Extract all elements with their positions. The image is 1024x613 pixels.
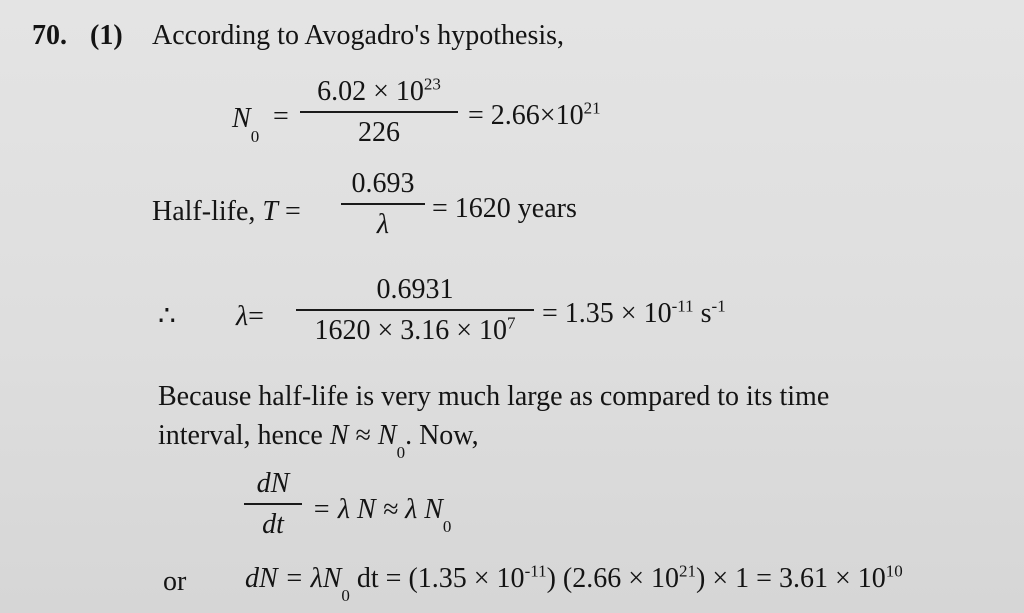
para-var-n: N <box>329 420 349 451</box>
eq5-part4-exp: 10 <box>885 561 903 581</box>
eq4-fraction <box>244 470 302 539</box>
eq2-fraction <box>341 170 425 239</box>
eq3-den-base: 1620 × 3.16 × 10 <box>314 315 508 346</box>
eq3-rhs-unit: s <box>693 298 712 329</box>
eq3-lhs <box>236 303 264 331</box>
eq2-numerator: 0.693 <box>351 168 415 199</box>
eq1-equals: = <box>273 101 289 132</box>
eq1-lhs-var: N <box>232 103 251 134</box>
para-var-n0: N <box>377 420 397 451</box>
eq1-denominator: 226 <box>358 117 400 148</box>
eq4-rhs <box>312 494 452 536</box>
eq4-denominator: dt <box>262 509 284 540</box>
eq2-rhs: = 1620 years <box>432 193 577 224</box>
eq5-part4: ) × 1 = 3.61 × 10 <box>696 563 886 594</box>
para-line2-pre: interval, hence <box>158 420 330 451</box>
eq1-num-exp: 23 <box>423 74 441 94</box>
eq1-rhs-exp: 21 <box>583 98 601 118</box>
eq5-part2-exp: -11 <box>524 561 547 581</box>
eq1-rhs-base: 2.66×10 <box>490 100 584 131</box>
paragraph-line-1: Because half-life is very much large as compared to its time <box>158 381 830 412</box>
answer-option: (1) <box>90 20 123 51</box>
eq4-fraction-bar <box>244 503 302 505</box>
para-sub-0: 0 <box>396 442 406 462</box>
eq3-fraction <box>296 276 534 345</box>
eq5-or: or <box>163 566 187 597</box>
eq4-numerator: dN <box>256 468 290 499</box>
eq2-fraction-bar <box>341 203 425 205</box>
therefore-symbol: ∴ <box>158 301 176 332</box>
eq1-lhs-sub: 0 <box>250 126 260 146</box>
eq1-rhs <box>468 98 601 131</box>
para-line2-post: . Now, <box>405 420 479 451</box>
eq3-rhs-base: = 1.35 × 10 <box>542 298 672 329</box>
eq3-rhs <box>542 296 726 329</box>
eq2-denominator: λ <box>376 209 390 240</box>
eq1-lhs <box>232 103 260 146</box>
eq2-equals: = <box>284 196 301 227</box>
eq3-rhs-exp: -11 <box>671 296 694 316</box>
eq3-den-exp: 7 <box>507 313 516 333</box>
eq1-fraction <box>300 74 458 148</box>
eq3-equals: = <box>248 301 264 332</box>
eq2-label-text: Half-life, <box>152 196 256 227</box>
eq5-part1: dN = λN <box>245 563 342 594</box>
problem-number: 70. <box>32 20 67 51</box>
eq4-rhs-text: = λ N ≈ λ N <box>312 494 443 525</box>
eq3-fraction-bar <box>296 309 534 311</box>
eq3-lhs-var: λ <box>236 301 249 332</box>
eq5-part2: dt = (1.35 × 10 <box>349 563 525 594</box>
para-approx: ≈ <box>348 420 378 451</box>
intro-text: According to Avogadro's hypothesis, <box>152 20 565 51</box>
eq5-part3-exp: 21 <box>679 561 697 581</box>
eq5-part3: ) (2.66 × 10 <box>546 563 680 594</box>
eq3-denominator <box>296 313 534 346</box>
paragraph-line-2 <box>158 420 479 462</box>
eq3-numerator: 0.6931 <box>376 274 454 305</box>
eq1-rhs-eq: = <box>468 100 484 131</box>
eq4-rhs-sub: 0 <box>442 516 452 536</box>
eq5-part1-sub: 0 <box>341 585 350 605</box>
eq3-rhs-unit-exp: -1 <box>711 296 726 316</box>
eq5-expression <box>245 561 903 605</box>
eq1-num-base: 6.02 × 10 <box>317 76 424 107</box>
eq2-label <box>152 198 301 226</box>
eq2-var: T <box>262 196 278 227</box>
eq1-numerator <box>300 74 458 107</box>
eq1-fraction-bar <box>300 111 458 113</box>
